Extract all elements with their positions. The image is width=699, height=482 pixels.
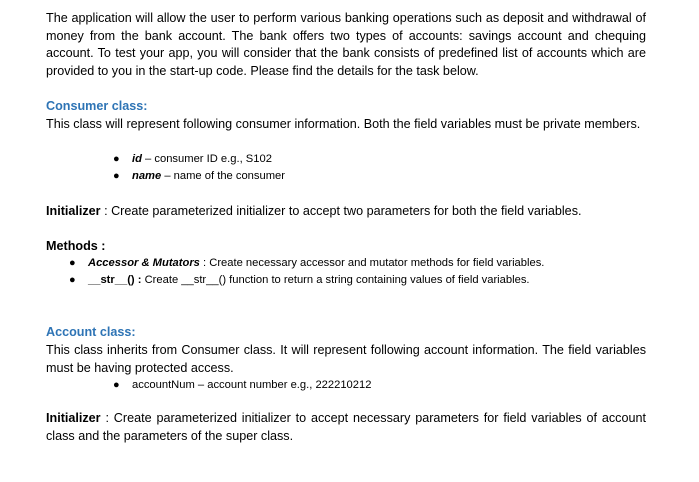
bullet-icon: ● xyxy=(69,274,76,286)
method-desc: Create __str__() function to return a string containing values of field variables. xyxy=(141,274,530,286)
method-name: Accessor & Mutators xyxy=(88,257,200,269)
methods-heading: Methods : xyxy=(46,239,106,253)
field-desc: – consumer ID e.g., S102 xyxy=(141,153,272,165)
bullet-icon: ● xyxy=(113,170,120,182)
method-desc: : Create necessary accessor and mutator methods for field variables. xyxy=(199,257,545,269)
list-item xyxy=(113,151,285,168)
bullet-icon: ● xyxy=(113,153,120,165)
list-item xyxy=(69,255,545,272)
initializer-label: Initializer xyxy=(46,411,101,425)
method-name: __str__() : xyxy=(88,274,142,286)
consumer-class-description: This class will represent following consumer information. Both the field variables must be private members. xyxy=(46,117,641,131)
consumer-initializer xyxy=(46,203,646,221)
initializer-text: : Create parameterized initializer to accept necessary parameters for field variables of account class and the parameters of the super class. xyxy=(46,411,646,443)
account-initializer xyxy=(46,410,646,445)
account-class-description: This class inherits from Consumer class. It will represent following account information. The field variables must be having protected access. xyxy=(46,343,646,375)
list-item xyxy=(113,168,285,185)
field-text: accountNum – account number e.g., 222210212 xyxy=(132,379,372,391)
list-item xyxy=(69,272,544,289)
field-name: name xyxy=(132,170,162,182)
field-desc: – name of the consumer xyxy=(161,170,285,182)
list-item xyxy=(113,377,372,394)
initializer-label: Initializer xyxy=(46,204,101,218)
consumer-methods-list xyxy=(69,255,545,289)
consumer-class-heading: Consumer class: xyxy=(46,99,148,113)
account-class-heading: Account class: xyxy=(46,325,136,339)
field-name: id xyxy=(132,153,142,165)
initializer-text: : Create parameterized initializer to accept two parameters for both the field variables. xyxy=(100,204,582,218)
account-fields-list xyxy=(113,377,372,394)
consumer-fields-list xyxy=(113,151,285,185)
intro-paragraph: The application will allow the user to perform various banking operations such as deposit and withdrawal of money from the bank account. The bank offers two types of accounts: savings account and chequing account. To test your app, you will consider that the bank consists of predefined list of accounts which are provided to you in the start-up code. Please find the details for the task below. xyxy=(46,11,646,78)
bullet-icon: ● xyxy=(69,257,76,269)
bullet-icon: ● xyxy=(113,379,120,391)
